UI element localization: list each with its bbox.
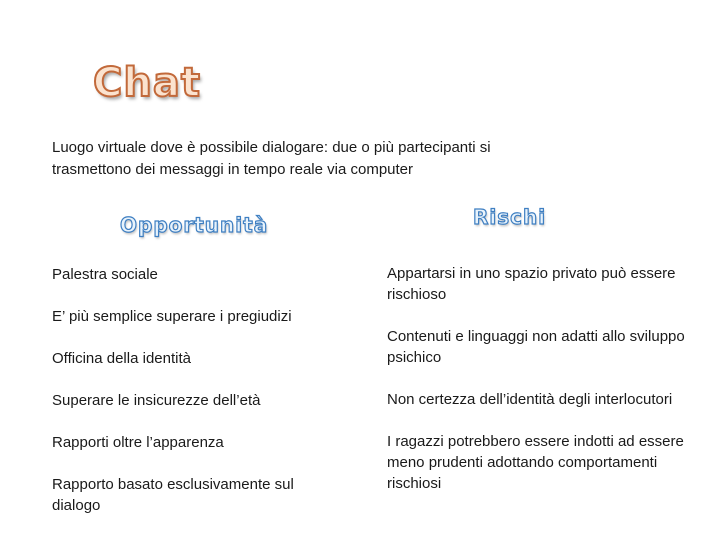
risk-item: Appartarsi in uno spazio privato può essere rischioso: [387, 265, 676, 303]
risk-item: Non certezza dell’identità degli interlocutori: [387, 391, 673, 408]
opportunity-item: Superare le insicurezze dell’età: [52, 392, 261, 409]
opportunity-item: Palestra sociale: [52, 266, 158, 283]
risk-item: I ragazzi potrebbero essere indotti ad essere meno prudenti adottando comportamenti rischiosi: [387, 433, 684, 492]
opportunities-list: [52, 264, 342, 537]
risk-item: Contenuti e linguaggi non adatti allo sviluppo psichico: [387, 328, 685, 366]
intro-text: Luogo virtuale dove è possibile dialogare: due o più partecipanti si trasmettono dei messaggi in tempo reale via computer: [52, 139, 491, 178]
slide-title: Chat: [93, 60, 201, 106]
opportunity-item: Officina della identità: [52, 350, 191, 367]
opportunity-item: Rapporti oltre l’apparenza: [52, 434, 224, 451]
risks-heading: Rischi: [473, 205, 547, 229]
opportunity-item: Rapporto basato esclusivamente sul dialogo: [52, 476, 294, 514]
opportunities-heading: Opportunità: [120, 213, 269, 237]
risks-list: [387, 263, 687, 515]
opportunity-item: E’ più semplice superare i pregiudizi: [52, 308, 292, 325]
